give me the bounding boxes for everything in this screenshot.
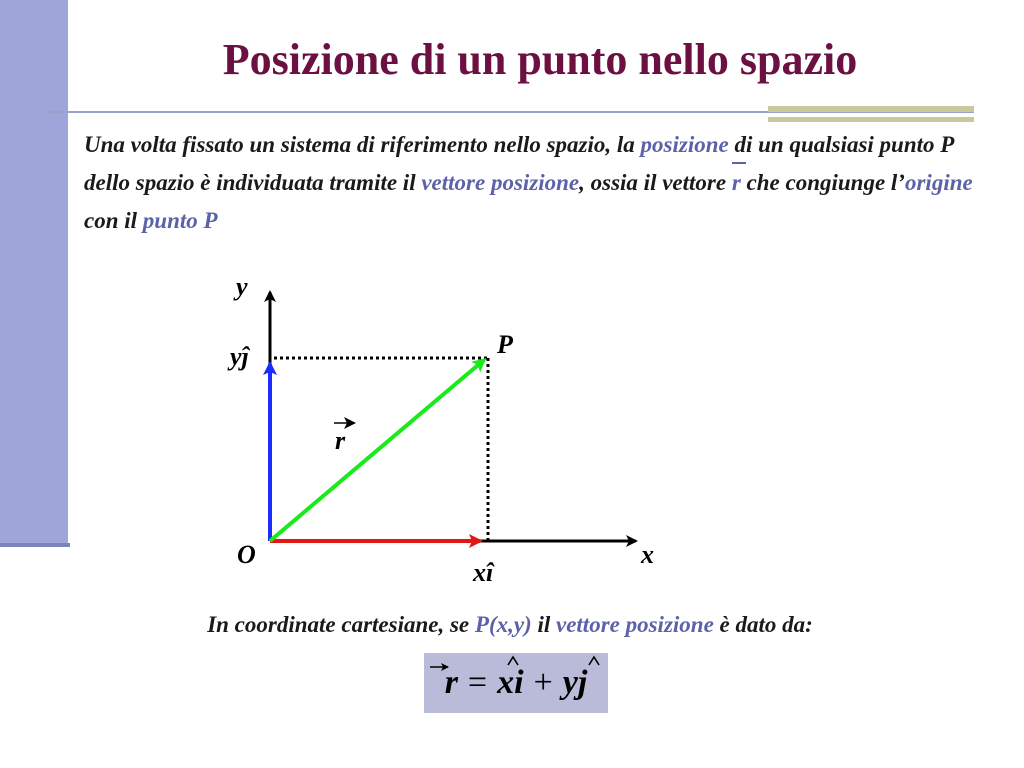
equation-box [424, 653, 608, 713]
formula-text-2: il [531, 612, 556, 637]
origin-label: O [237, 540, 256, 569]
xi-label: xî [473, 558, 494, 587]
eq-r: r [444, 664, 458, 701]
eq-j: j [577, 664, 588, 701]
intro-text-2: di un qualsiasi punto P dello spazio è individuata tramite il [84, 132, 954, 195]
formula-text-1: In coordinate cartesiane, se [207, 612, 475, 637]
highlight-punto-p: punto P [142, 208, 218, 233]
eq-equals: = [467, 664, 488, 701]
y-axis-label: y [236, 272, 248, 301]
eq-x: x [497, 664, 515, 701]
yj-label: yĵ [230, 342, 249, 371]
highlight-posizione: posizione [640, 132, 729, 157]
highlight-origine: origine [904, 170, 973, 195]
formula-text-3: è dato da: [713, 612, 813, 637]
intro-text-1: Una volta fissato un sistema di riferimento nello spazio, la [84, 132, 641, 157]
highlight-vettore-posizione: vettore posizione [421, 170, 580, 195]
intro-text-5: con il [84, 208, 143, 233]
highlight-vector-r: r [732, 164, 741, 202]
highlight-vettore-posizione-2: vettore posizione [556, 612, 714, 637]
eq-plus: + [533, 664, 553, 701]
formula-intro-line [40, 612, 980, 638]
position-vector-r [270, 360, 484, 541]
slide-title: Posizione di un punto nello spazio [222, 35, 858, 84]
intro-text-4: che congiunge l’ [740, 170, 905, 195]
x-axis-label: x [641, 540, 654, 569]
highlight-pxy: P(x,y) [474, 612, 532, 637]
r-vector-label: r [335, 426, 346, 455]
point-p-label: P [497, 330, 513, 359]
intro-text-3: , ossia il vettore [579, 170, 732, 195]
eq-i: i [514, 664, 524, 701]
equation-text [424, 653, 608, 713]
eq-y: y [562, 664, 578, 701]
